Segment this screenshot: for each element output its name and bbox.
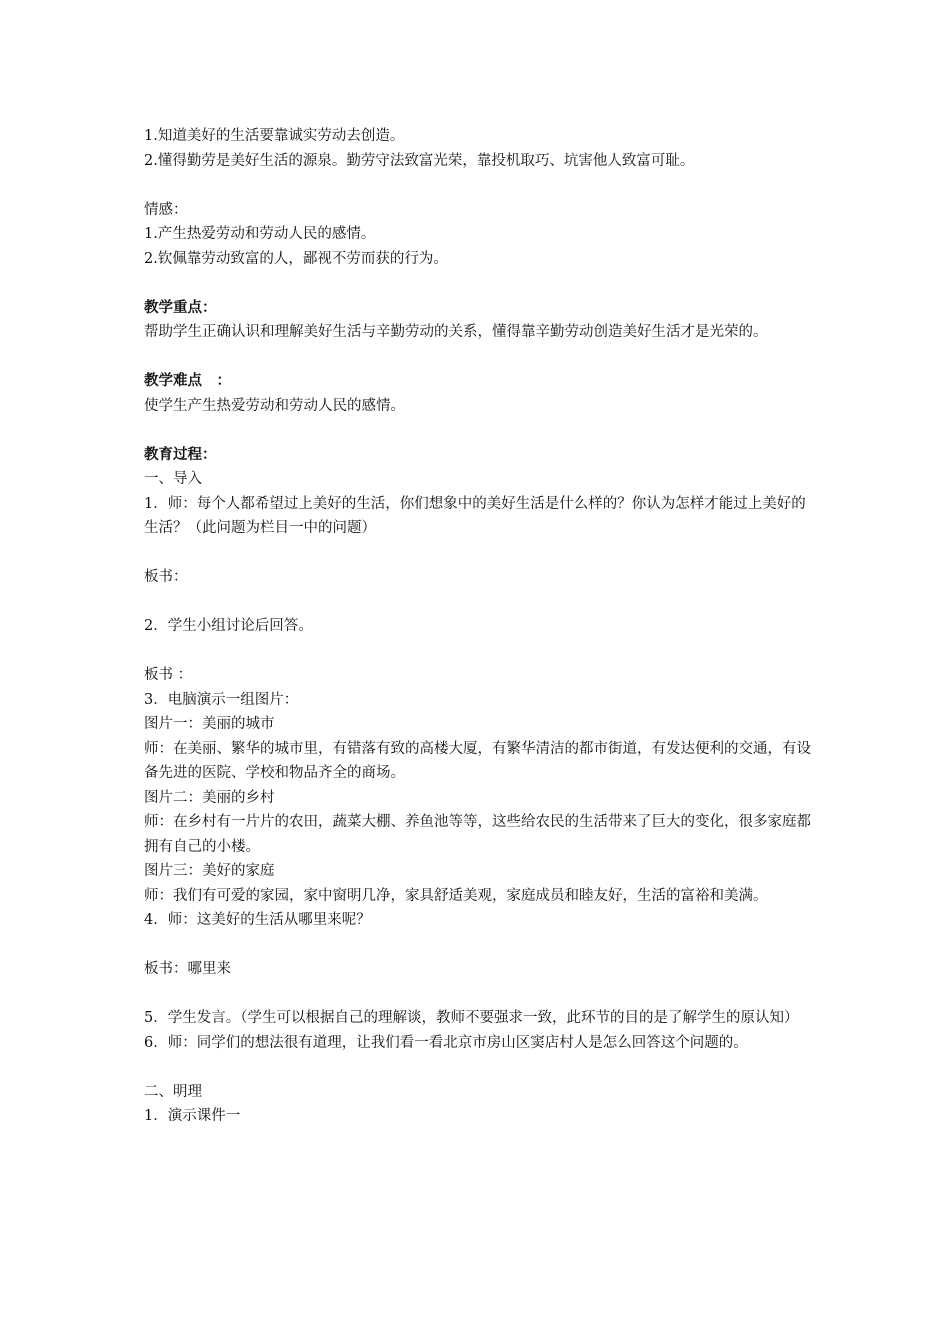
picture-1-text: 师：在美丽、繁华的城市里，有错落有致的高楼大厦，有繁华清洁的都市街道，有发达便利的交通，有设备先进的医院、学校和物品齐全的商场。 [144, 740, 811, 781]
board-note-1: 板书： [144, 569, 188, 585]
board-note-2: 板书 ： [144, 667, 193, 683]
spacer [144, 590, 812, 615]
step-6: 6．师：同学们的想法很有道理，让我们看一看北京市房山区窦店村人是怎么回答这个问题的。 [144, 1034, 748, 1051]
picture-1-title: 图片一：美丽的城市 [144, 716, 275, 732]
emotion-heading: 情感： [144, 201, 188, 218]
board-note-3: 板书：哪里来 [144, 961, 231, 977]
step-1: 1．师：每个人都希望过上美好的生活，你们想象中的美好生活是什么样的？你认为怎样才能过上美好的生活？（此问题为栏目一中的问题） [144, 495, 806, 536]
emotion-line-2: 2.钦佩靠劳动致富的人，鄙视不劳而获的行为。 [144, 250, 448, 267]
picture-3-title: 图片三：美好的家庭 [144, 863, 275, 879]
difficulty-heading: 教学难点 ： [144, 372, 231, 389]
reason-heading: 二、明理 [144, 1083, 202, 1100]
spacer [144, 1055, 812, 1080]
spacer [144, 933, 812, 958]
step-3: 3．电脑演示一组图片： [144, 691, 299, 708]
key-point-heading: 教学重点： [144, 298, 217, 316]
spacer [144, 541, 812, 566]
difficulty-text: 使学生产生热爱劳动和劳动人民的感情。 [144, 397, 405, 414]
intro-heading: 一、导入 [144, 471, 202, 487]
step-5: 5．学生发言。（学生可以根据自己的理解谈，教师不要强求一致，此环节的目的是了解学生的原认知） [144, 1010, 799, 1026]
spacer [144, 345, 812, 370]
document-page [144, 124, 812, 1129]
process-heading: 教育过程： [144, 445, 217, 463]
goal-line-1: 1.知道美好的生活要靠诚实劳动去创造。 [144, 128, 405, 144]
spacer [144, 173, 812, 198]
emotion-line-1: 1.产生热爱劳动和劳动人民的感情。 [144, 226, 376, 242]
picture-2-text: 师：在乡村有一片片的农田，蔬菜大棚、养鱼池等等，这些给农民的生活带来了巨大的变化，很多家庭都拥有自己的小楼。 [144, 814, 811, 855]
spacer [144, 418, 812, 443]
goal-line-2: 2.懂得勤劳是美好生活的源泉。勤劳守法致富光荣，靠投机取巧、坑害他人致富可耻。 [144, 152, 695, 169]
spacer [144, 271, 812, 296]
picture-3-text: 师：我们有可爱的家园，家中窗明几净，家具舒适美观，家庭成员和睦友好，生活的富裕和美满。 [144, 887, 768, 904]
reason-step-1: 1．演示课件一 [144, 1108, 241, 1124]
spacer [144, 639, 812, 664]
key-point-text: 帮助学生正确认识和理解美好生活与辛勤劳动的关系，懂得靠辛勤劳动创造美好生活才是光荣的。 [144, 324, 768, 340]
picture-2-title: 图片二：美丽的乡村 [144, 789, 275, 806]
step-4: 4．师：这美好的生活从哪里来呢？ [144, 912, 371, 928]
spacer [144, 982, 812, 1007]
step-2: 2．学生小组讨论后回答。 [144, 618, 313, 634]
